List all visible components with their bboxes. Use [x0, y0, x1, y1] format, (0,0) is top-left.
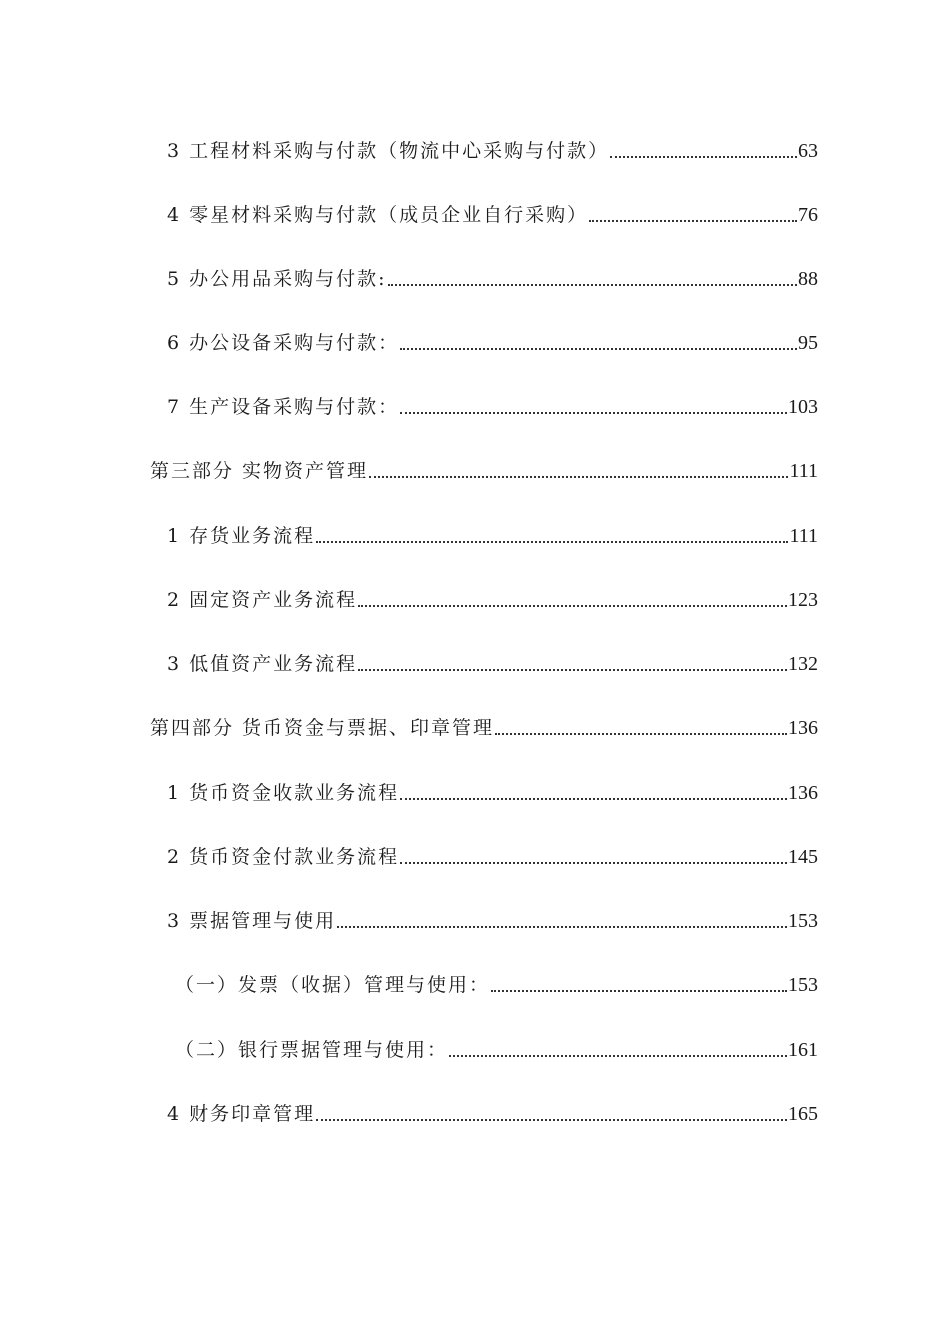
toc-entry-page: 63 [798, 140, 818, 162]
toc-entry-title: 6 办公设备采购与付款： [167, 332, 400, 354]
toc-entry-part[interactable] [150, 453, 818, 483]
toc-entry-title: 3 低值资产业务流程 [167, 653, 358, 675]
toc-entry-title: 1 存货业务流程 [167, 525, 316, 547]
toc-entry-title: 第三部分 实物资产管理 [150, 460, 369, 482]
toc-entry-title: （二）银行票据管理与使用： [175, 1039, 449, 1061]
toc-entry[interactable] [167, 646, 818, 676]
toc-dot-leader [316, 541, 788, 543]
toc-entry-page: 123 [788, 589, 818, 611]
toc-entry[interactable] [167, 903, 818, 933]
toc-entry-page: 95 [798, 332, 818, 354]
toc-entry[interactable] [167, 518, 818, 548]
toc-dot-leader [400, 348, 797, 350]
toc-dot-leader [337, 926, 787, 928]
toc-entry-page: 111 [789, 460, 818, 482]
toc-dot-leader [369, 476, 788, 478]
toc-entry[interactable] [167, 325, 818, 355]
toc-entry-page: 132 [788, 653, 818, 675]
toc-entry-subsection[interactable] [175, 967, 818, 997]
toc-entry-page: 153 [788, 974, 818, 996]
toc-entry-page: 165 [788, 1103, 818, 1125]
toc-entry-page: 136 [788, 782, 818, 804]
toc-dot-leader [358, 605, 787, 607]
toc-dot-leader [388, 284, 797, 286]
toc-dot-leader [400, 798, 787, 800]
toc-dot-leader [449, 1055, 787, 1057]
toc-entry-title: 7 生产设备采购与付款： [167, 396, 400, 418]
toc-entry-page: 153 [788, 910, 818, 932]
toc-entry-page: 103 [788, 396, 818, 418]
toc-dot-leader [589, 220, 797, 222]
toc-entry-page: 76 [798, 204, 818, 226]
toc-entry[interactable] [167, 775, 818, 805]
toc-entry-title: 2 固定资产业务流程 [167, 589, 358, 611]
toc-entry-title: 3 票据管理与使用 [167, 910, 337, 932]
toc-entry-title: 5 办公用品采购与付款: [167, 268, 387, 290]
toc-entry-part[interactable] [150, 710, 818, 740]
toc-entry-title: 4 财务印章管理 [167, 1103, 316, 1125]
toc-entry-page: 161 [788, 1039, 818, 1061]
toc-entry-title: 4 零星材料采购与付款（成员企业自行采购） [167, 204, 589, 226]
toc-entry-title: 3 工程材料采购与付款（物流中心采购与付款） [167, 140, 610, 162]
toc-dot-leader [400, 412, 787, 414]
toc-dot-leader [491, 990, 787, 992]
toc-dot-leader [610, 156, 797, 158]
toc-entry[interactable] [167, 1096, 818, 1126]
toc-entry-title: （一）发票（收据）管理与使用： [175, 974, 491, 996]
toc-entry-page: 88 [798, 268, 818, 290]
toc-entry[interactable] [167, 133, 818, 163]
toc-entry-title: 2 货币资金付款业务流程 [167, 846, 400, 868]
toc-dot-leader [495, 733, 787, 735]
toc-dot-leader [316, 1119, 787, 1121]
toc-entry[interactable] [167, 197, 818, 227]
toc-dot-leader [400, 862, 787, 864]
toc-entry[interactable] [167, 389, 818, 419]
toc-entry[interactable] [167, 582, 818, 612]
toc-entry[interactable] [167, 839, 818, 869]
toc-entry-page: 111 [789, 525, 818, 547]
toc-entry-page: 136 [788, 717, 818, 739]
toc-entry[interactable] [167, 261, 818, 291]
toc-dot-leader [358, 669, 787, 671]
toc-entry-title: 1 货币资金收款业务流程 [167, 782, 400, 804]
toc-entry-title: 第四部分 货币资金与票据、印章管理 [150, 717, 495, 739]
toc-entry-page: 145 [788, 846, 818, 868]
toc-entry-subsection[interactable] [175, 1032, 818, 1062]
